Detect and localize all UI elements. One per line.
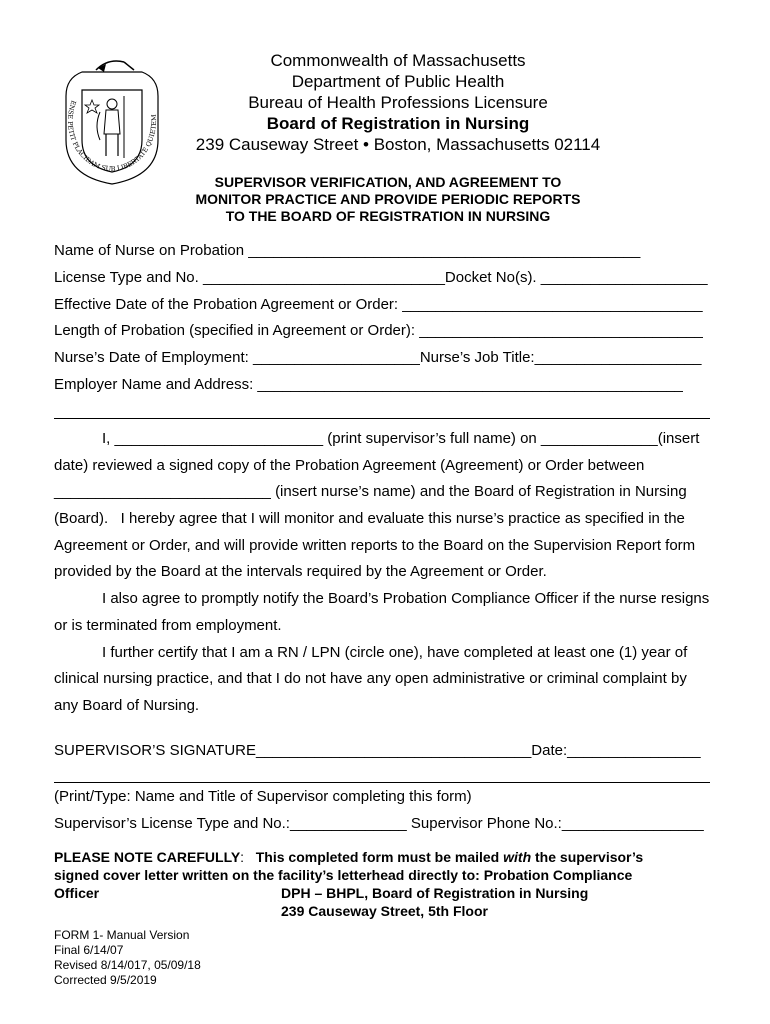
note-text-a: This completed form must be mailed xyxy=(255,849,504,865)
header-bureau: Bureau of Health Professions Licensure xyxy=(248,93,548,112)
body-line-3: __________________________ (insert nurse’s name) and the Board of Registration in Nursing xyxy=(54,483,687,500)
form-version-footer xyxy=(54,928,201,988)
supervisor-name-title-line[interactable] xyxy=(54,782,710,783)
body-line-10: clinical nursing practice, and that I do not have any open administrative or criminal complaint by xyxy=(54,670,687,687)
footer-revised: Revised 8/14/017, 05/09/18 xyxy=(54,958,201,972)
note-line-2: signed cover letter written on the facility’s letterhead directly to: Probation Compliance xyxy=(54,867,633,883)
note-colon: : xyxy=(240,849,245,865)
footer-corrected: Corrected 9/5/2019 xyxy=(54,973,157,987)
note-with: with xyxy=(503,849,532,865)
effective-date-field[interactable]: Effective Date of the Probation Agreement or Order: ____________________________________ xyxy=(54,296,703,313)
header-board: Board of Registration in Nursing xyxy=(266,114,530,133)
massachusetts-seal-icon xyxy=(52,48,172,188)
title-line-1: SUPERVISOR VERIFICATION, AND AGREEMENT TO xyxy=(214,174,562,190)
footer-form: FORM 1- Manual Version xyxy=(54,928,190,942)
body-line-2: date) reviewed a signed copy of the Probation Agreement (Agreement) or Order between xyxy=(54,457,645,474)
note-label: PLEASE NOTE CAREFULLY xyxy=(54,849,241,865)
body-line-1: I, _________________________ (print supervisor’s full name) on ______________(insert xyxy=(102,430,700,447)
form-title xyxy=(150,174,626,225)
body-line-5: Agreement or Order, and will provide written reports to the Board on the Supervision Report form xyxy=(54,537,696,554)
note-address-1: DPH – BHPL, Board of Registration in Nursing xyxy=(281,885,589,901)
header-address: 239 Causeway Street • Boston, Massachusetts 02114 xyxy=(195,135,601,154)
body-line-11: any Board of Nursing. xyxy=(54,697,200,714)
license-docket-field[interactable]: License Type and No. _____________________________Docket No(s). ____________________ xyxy=(54,269,708,286)
body-line-6: provided by the Board at the intervals required by the Agreement or Order. xyxy=(54,563,547,580)
employment-jobtitle-field[interactable]: Nurse’s Date of Employment: ____________________Nurse’s Job Title:____________________ xyxy=(54,349,702,366)
title-line-3: TO THE BOARD OF REGISTRATION IN NURSING xyxy=(225,208,551,224)
header-department: Department of Public Health xyxy=(291,72,505,91)
note-text-b: the supervisor’s xyxy=(531,849,644,865)
probation-length-field[interactable]: Length of Probation (specified in Agreement or Order): __________________________________ xyxy=(54,322,703,339)
mailing-note xyxy=(54,848,714,920)
footer-final: Final 6/14/07 xyxy=(54,943,124,957)
note-officer: Officer xyxy=(54,885,100,901)
title-line-2: MONITOR PRACTICE AND PROVIDE PERIODIC REPORTS xyxy=(195,191,581,207)
supervisor-signature-field[interactable]: SUPERVISOR’S SIGNATURE_________________________________Date:________________ xyxy=(54,742,701,759)
agency-header xyxy=(180,50,616,155)
employer-address-line[interactable] xyxy=(54,418,710,419)
body-line-8: or is terminated from employment. xyxy=(54,617,282,634)
svg-text:ENSE PETIT PLACIDAM SUB LIBERT: ENSE PETIT PLACIDAM SUB LIBERTATE QUIETEM xyxy=(65,99,159,173)
print-name-label: (Print/Type: Name and Title of Supervisor completing this form) xyxy=(54,788,472,805)
header-commonwealth: Commonwealth of Massachusetts xyxy=(270,51,526,70)
employer-field[interactable]: Employer Name and Address: ___________________________________________________ xyxy=(54,376,683,393)
supervisor-license-phone-field[interactable]: Supervisor’s License Type and No.:______________ Supervisor Phone No.:_________________ xyxy=(54,815,704,832)
body-line-4: (Board). I hereby agree that I will monitor and evaluate this nurse’s practice as specified in the xyxy=(54,510,685,527)
body-line-7: I also agree to promptly notify the Board’s Probation Compliance Officer if the nurse resigns xyxy=(102,590,710,607)
body-line-9: I further certify that I am a RN / LPN (circle one), have completed at least one (1) year of xyxy=(102,644,688,661)
note-address-2: 239 Causeway Street, 5th Floor xyxy=(281,903,488,919)
nurse-name-field[interactable]: Name of Nurse on Probation _______________________________________________ xyxy=(54,242,641,259)
